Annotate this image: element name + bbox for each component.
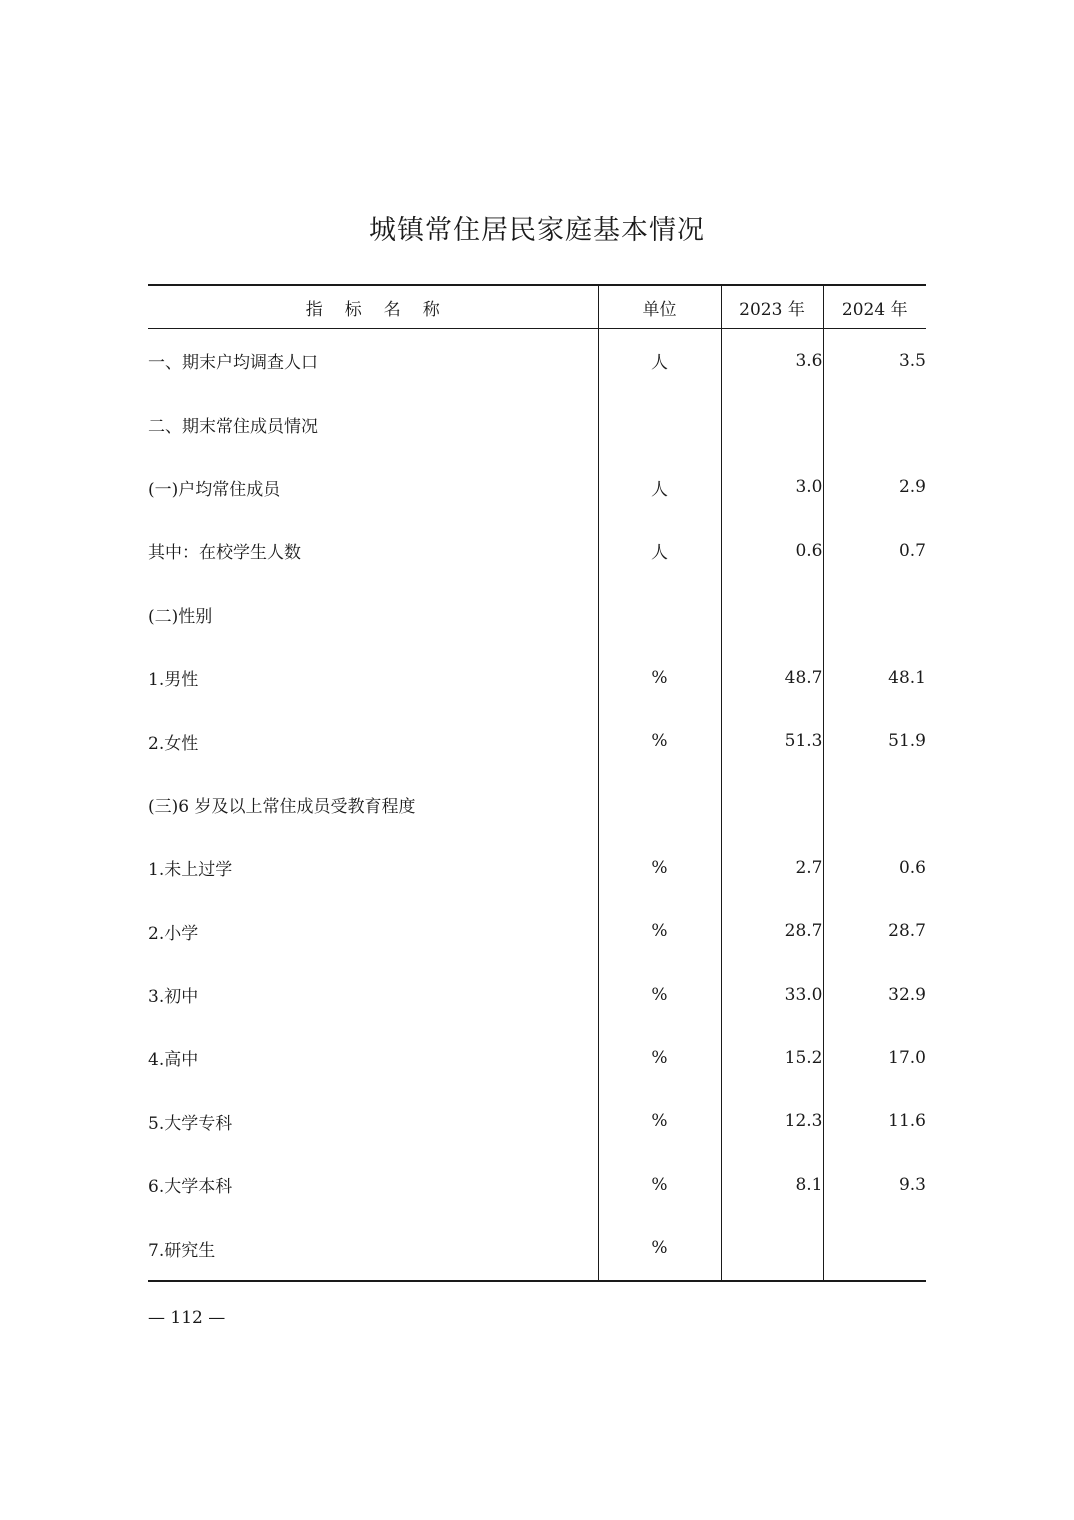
page-title: 城镇常住居民家庭基本情况 — [369, 215, 705, 246]
row-value-2023: 51.3 — [721, 709, 823, 772]
row-value-2023 — [721, 1216, 823, 1280]
row-value-2024: 0.6 — [823, 836, 926, 899]
table-row — [148, 963, 926, 1026]
row-unit: % — [598, 646, 721, 709]
row-unit — [598, 392, 721, 455]
table-row — [148, 1090, 926, 1153]
row-value-2023: 3.0 — [721, 456, 823, 519]
row-value-2024 — [823, 1216, 926, 1280]
row-name: (一)户均常住成员 — [148, 479, 281, 500]
header-year-2023: 2023 年 — [721, 285, 823, 329]
table-row — [148, 1026, 926, 1089]
header-indicator-name: 指标名称 — [148, 285, 598, 329]
row-value-2023: 2.7 — [721, 836, 823, 899]
table-row — [148, 836, 926, 899]
row-unit — [598, 773, 721, 836]
row-name: 一、期末户均调查人口 — [148, 353, 318, 374]
row-unit: % — [598, 709, 721, 772]
table-row — [148, 1216, 926, 1280]
header-year-2024: 2024 年 — [823, 285, 926, 329]
row-value-2024: 9.3 — [823, 1153, 926, 1216]
row-name: 1.未上过学 — [148, 860, 233, 881]
row-unit: 人 — [598, 519, 721, 582]
row-value-2024: 0.7 — [823, 519, 926, 582]
row-value-2024: 2.9 — [823, 456, 926, 519]
row-value-2024 — [823, 773, 926, 836]
row-value-2023 — [721, 583, 823, 646]
row-name: 3.初中 — [148, 987, 199, 1008]
header-unit: 单位 — [598, 285, 721, 329]
row-value-2024: 51.9 — [823, 709, 926, 772]
row-name: 其中：在校学生人数 — [148, 543, 301, 564]
row-unit: 人 — [598, 329, 721, 393]
row-value-2024: 3.5 — [823, 329, 926, 393]
table-header-row — [148, 285, 926, 329]
row-unit: 人 — [598, 456, 721, 519]
row-name: 1.男性 — [148, 670, 199, 691]
row-value-2023: 0.6 — [721, 519, 823, 582]
table-row — [148, 773, 926, 836]
row-value-2023: 12.3 — [721, 1090, 823, 1153]
row-value-2023: 15.2 — [721, 1026, 823, 1089]
row-name: 二、期末常住成员情况 — [148, 416, 318, 437]
row-name: (二)性别 — [148, 606, 213, 627]
table-row — [148, 646, 926, 709]
row-value-2024 — [823, 583, 926, 646]
table-row — [148, 1153, 926, 1216]
row-value-2023: 3.6 — [721, 329, 823, 393]
row-name: 2.女性 — [148, 733, 199, 754]
row-value-2024: 28.7 — [823, 900, 926, 963]
row-unit: % — [598, 1216, 721, 1280]
table-row — [148, 456, 926, 519]
row-name: 5.大学专科 — [148, 1113, 233, 1134]
row-value-2023: 48.7 — [721, 646, 823, 709]
stats-table — [148, 284, 926, 1282]
table-row — [148, 519, 926, 582]
row-unit — [598, 583, 721, 646]
row-name: 6.大学本科 — [148, 1177, 233, 1198]
row-value-2023 — [721, 392, 823, 455]
row-value-2023: 8.1 — [721, 1153, 823, 1216]
table-row — [148, 583, 926, 646]
row-name: 2.小学 — [148, 923, 199, 944]
row-name: (三)6 岁及以上常住成员受教育程度 — [148, 796, 416, 817]
row-value-2024 — [823, 392, 926, 455]
table-row — [148, 329, 926, 393]
row-value-2024: 32.9 — [823, 963, 926, 1026]
row-unit: % — [598, 1153, 721, 1216]
table-row — [148, 900, 926, 963]
table-row — [148, 392, 926, 455]
table-row — [148, 709, 926, 772]
row-unit: % — [598, 1026, 721, 1089]
row-value-2024: 48.1 — [823, 646, 926, 709]
row-value-2023: 33.0 — [721, 963, 823, 1026]
page-number: — 112 — — [148, 1308, 226, 1328]
row-unit: % — [598, 1090, 721, 1153]
row-value-2023: 28.7 — [721, 900, 823, 963]
row-name: 7.研究生 — [148, 1216, 598, 1280]
row-unit: % — [598, 963, 721, 1026]
row-value-2024: 11.6 — [823, 1090, 926, 1153]
row-name: 4.高中 — [148, 1050, 199, 1071]
row-value-2023 — [721, 773, 823, 836]
row-value-2024: 17.0 — [823, 1026, 926, 1089]
row-unit: % — [598, 836, 721, 899]
row-unit: % — [598, 900, 721, 963]
